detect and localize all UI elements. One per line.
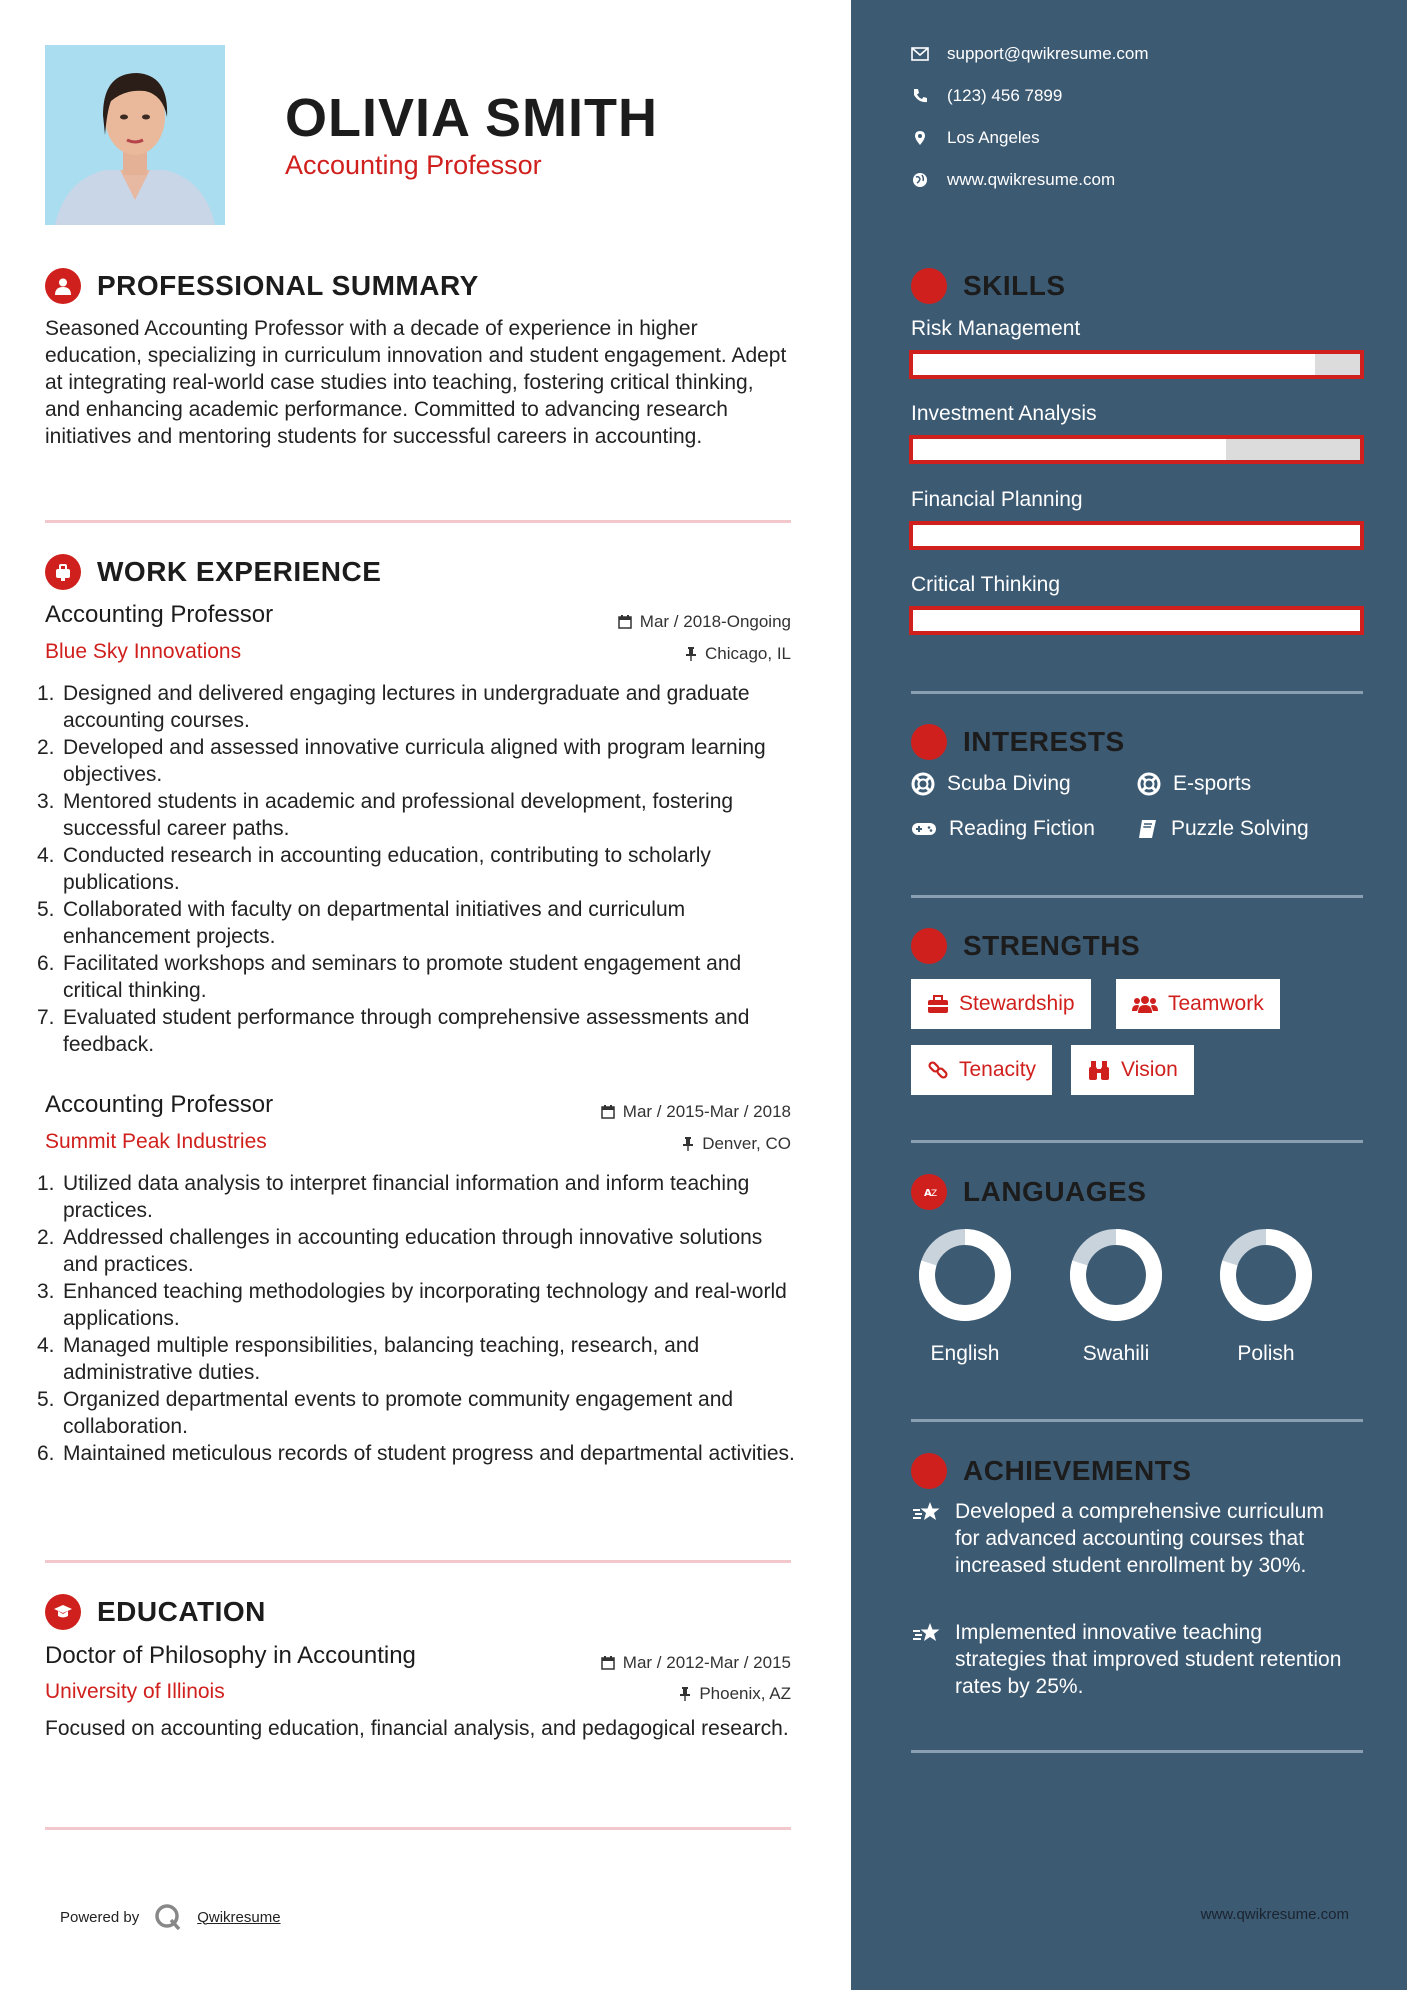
pin-icon: [682, 1137, 694, 1151]
language-label: Polish: [1237, 1342, 1295, 1365]
language-donut: [1066, 1225, 1166, 1325]
candidate-title: Accounting Professor: [285, 150, 542, 180]
list-item: 1. Utilized data analysis to interpret financial information and inform teaching practices.: [37, 1172, 750, 1222]
pin-icon: [679, 1687, 691, 1701]
pin-icon: [685, 647, 697, 661]
skill-bar: [909, 606, 1364, 635]
education-title: EDUCATION: [97, 1596, 266, 1627]
school-name: University of Illinois: [45, 1680, 225, 1703]
summary-title: PROFESSIONAL SUMMARY: [97, 270, 479, 301]
education-description: Focused on accounting education, financial analysis, and pedagogical research.: [45, 1717, 789, 1740]
section-divider: [911, 691, 1363, 694]
contact-email[interactable]: [911, 43, 1149, 65]
interest-label: Reading Fiction: [949, 817, 1095, 840]
qwikresume-logo-icon: [153, 1902, 183, 1932]
user-icon: [45, 268, 81, 304]
skills-title: SKILLS: [963, 270, 1066, 301]
strengths-heading: [911, 928, 1140, 964]
skill-bar: [909, 435, 1364, 464]
footer-url[interactable]: www.qwikresume.com: [1200, 1906, 1349, 1923]
list-item: 6. Maintained meticulous records of student progress and departmental activities.: [37, 1442, 795, 1465]
job-bullets: [37, 1170, 797, 1467]
skills-heading: [911, 268, 1066, 304]
link-icon: [927, 1059, 949, 1081]
graduate-icon: [45, 1594, 81, 1630]
list-item: 2. Addressed challenges in accounting education through innovative solutions and practices.: [37, 1226, 763, 1276]
calendar-icon: [601, 1105, 615, 1119]
globe-icon: [911, 172, 929, 188]
contact-website-text: www.qwikresume.com: [947, 170, 1116, 189]
company-name: Summit Peak Industries: [45, 1130, 267, 1153]
achievements-heading: [911, 1453, 1191, 1489]
contact-phone-text: (123) 456 7899: [947, 86, 1063, 105]
svg-text:A: A: [924, 1188, 932, 1199]
skill-label: Risk Management: [911, 317, 1081, 340]
contact-location-text: Los Angeles: [947, 128, 1040, 147]
language-label: Swahili: [1082, 1342, 1150, 1365]
list-item: 6. Facilitated workshops and seminars to promote student engagement and critical thinking.: [37, 952, 742, 1002]
section-divider: [911, 1750, 1363, 1753]
profile-photo: [45, 45, 225, 225]
achievements-title: ACHIEVEMENTS: [963, 1455, 1192, 1486]
education-dates: [601, 1652, 791, 1674]
section-divider: [911, 1419, 1363, 1422]
languages-title: LANGUAGES: [963, 1176, 1147, 1207]
map-marker-icon: [911, 130, 929, 146]
job-location-text: Denver, CO: [702, 1134, 791, 1153]
shooting-star-icon: [911, 1621, 943, 1647]
education-heading: [45, 1594, 266, 1630]
achievement-text: Implemented innovative teaching strategies that improved student retention rates by 25%.: [955, 1621, 1342, 1698]
envelope-icon: [911, 47, 929, 61]
calendar-icon: [601, 1656, 615, 1670]
paper-plane-icon: [911, 724, 947, 760]
skill-label: Financial Planning: [911, 488, 1083, 511]
skill-label: Investment Analysis: [911, 402, 1097, 425]
gamepad-icon: [911, 820, 937, 838]
job-location-text: Chicago, IL: [705, 644, 791, 663]
language-item: [1216, 1225, 1316, 1368]
lightbulb-icon: [911, 268, 947, 304]
strength-chip: [911, 1045, 1052, 1095]
skill-bar-fill: [913, 525, 1360, 546]
job-dates-text: Mar / 2018-Ongoing: [639, 612, 791, 631]
language-item: [915, 1225, 1015, 1368]
list-item: 3. Mentored students in academic and professional development, fostering successful career paths.: [37, 790, 734, 840]
strength-chip: [1116, 979, 1280, 1029]
job-dates: [601, 1101, 791, 1123]
languages-heading: [911, 1174, 1146, 1210]
job-location: [685, 643, 791, 665]
phone-icon: [911, 88, 929, 104]
skill-label: Critical Thinking: [911, 573, 1060, 596]
list-item: 1. Designed and delivered engaging lectures in undergraduate and graduate accounting courses.: [37, 682, 750, 732]
interest-label: Puzzle Solving: [1171, 817, 1309, 840]
skill-bar-fill: [913, 610, 1360, 631]
interest-label: Scuba Diving: [947, 772, 1071, 795]
qwikresume-link[interactable]: Qwikresume: [197, 1908, 281, 1926]
experience-title: WORK EXPERIENCE: [97, 556, 382, 587]
job-dates: [618, 611, 791, 633]
svg-text:Z: Z: [931, 1189, 938, 1199]
language-donut: [915, 1225, 1015, 1325]
job-dates-text: Mar / 2015-Mar / 2018: [622, 1102, 791, 1121]
fist-icon: [911, 928, 947, 964]
users-icon: [1132, 994, 1158, 1014]
binoculars-icon: [1087, 1059, 1111, 1081]
section-divider: [911, 1140, 1363, 1143]
interest-item: [1137, 815, 1309, 843]
contact-website[interactable]: [911, 169, 1115, 191]
skill-bar-fill: [913, 354, 1315, 375]
powered-by: [60, 1902, 281, 1932]
list-item: 4. Managed multiple responsibilities, balancing teaching, research, and administrative duties.: [37, 1334, 700, 1384]
interests-heading: [911, 724, 1125, 760]
achievement-item: [911, 1619, 1351, 1700]
book-icon: [1137, 818, 1159, 840]
strength-label: Teamwork: [1168, 992, 1264, 1015]
language-item: [1066, 1225, 1166, 1368]
calendar-icon: [618, 615, 632, 629]
list-item: 5. Collaborated with faculty on departmental initiatives and curriculum enhancement projects.: [37, 898, 686, 948]
strength-chip: [911, 979, 1091, 1029]
education-location-text: Phoenix, AZ: [699, 1684, 791, 1703]
life-ring-icon: [1137, 772, 1161, 796]
interest-item: [911, 770, 1071, 798]
skill-bar-fill: [913, 439, 1226, 460]
strength-label: Stewardship: [959, 992, 1075, 1015]
language-label: English: [930, 1342, 1000, 1365]
list-item: 5. Organized departmental events to promote community engagement and collaboration.: [37, 1388, 734, 1438]
skill-bar: [909, 350, 1364, 379]
education-location: [679, 1683, 791, 1705]
list-item: 4. Conducted research in accounting education, contributing to scholarly publications.: [37, 844, 711, 894]
experience-heading: [45, 554, 381, 590]
section-divider: [45, 1827, 791, 1830]
strength-label: Vision: [1121, 1058, 1178, 1081]
translate-icon: [911, 1174, 947, 1210]
job-title: Accounting Professor: [45, 1091, 274, 1118]
summary-text: Seasoned Accounting Professor with a decade of experience in higher education, specializing in curriculum innovation and student engagement. Adept at integrating real-world case studies into teaching, fostering critical thinking, and enhancing academic performance. Committed to advancing research initiatives and mentoring students for successful careers in accounting.: [45, 317, 787, 448]
job-title: Accounting Professor: [45, 601, 274, 628]
interest-item: [1137, 770, 1251, 798]
strength-label: Tenacity: [959, 1058, 1037, 1081]
powered-by-text: Powered by: [60, 1908, 140, 1926]
job-bullets: [37, 680, 797, 1058]
briefcase-icon: [45, 554, 81, 590]
skill-bar: [909, 521, 1364, 550]
interests-title: INTERESTS: [963, 726, 1125, 757]
interest-item: [911, 815, 1095, 843]
interest-label: E-sports: [1173, 772, 1252, 795]
contact-phone[interactable]: [911, 85, 1062, 107]
achievement-item: [911, 1498, 1351, 1579]
list-item: 3. Enhanced teaching methodologies by incorporating technology and real-world applications.: [37, 1280, 787, 1330]
language-donut: [1216, 1225, 1316, 1325]
education-dates-text: Mar / 2012-Mar / 2015: [622, 1653, 791, 1672]
section-divider: [45, 1560, 791, 1563]
strengths-title: STRENGTHS: [963, 930, 1141, 961]
contact-location: [911, 127, 1040, 149]
summary-heading: [45, 268, 479, 304]
section-divider: [911, 895, 1363, 898]
job-location: [682, 1133, 791, 1155]
achievement-text: Developed a comprehensive curriculum for advanced accounting courses that increased student enrollment by 30%.: [955, 1500, 1324, 1577]
degree-title: Doctor of Philosophy in Accounting: [45, 1642, 416, 1669]
strength-chip: [1071, 1045, 1194, 1095]
life-ring-icon: [911, 772, 935, 796]
contact-email-text: support@qwikresume.com: [947, 44, 1149, 63]
list-item: 2. Developed and assessed innovative curricula aligned with program learning objectives.: [37, 736, 766, 786]
star-badge-icon: [911, 1453, 947, 1489]
shooting-star-icon: [911, 1500, 943, 1526]
list-item: 7. Evaluated student performance through comprehensive assessments and feedback.: [37, 1006, 750, 1056]
section-divider: [45, 520, 791, 523]
company-name: Blue Sky Innovations: [45, 640, 242, 663]
candidate-name: OLIVIA SMITH: [285, 88, 658, 148]
briefcase-icon: [927, 994, 949, 1014]
